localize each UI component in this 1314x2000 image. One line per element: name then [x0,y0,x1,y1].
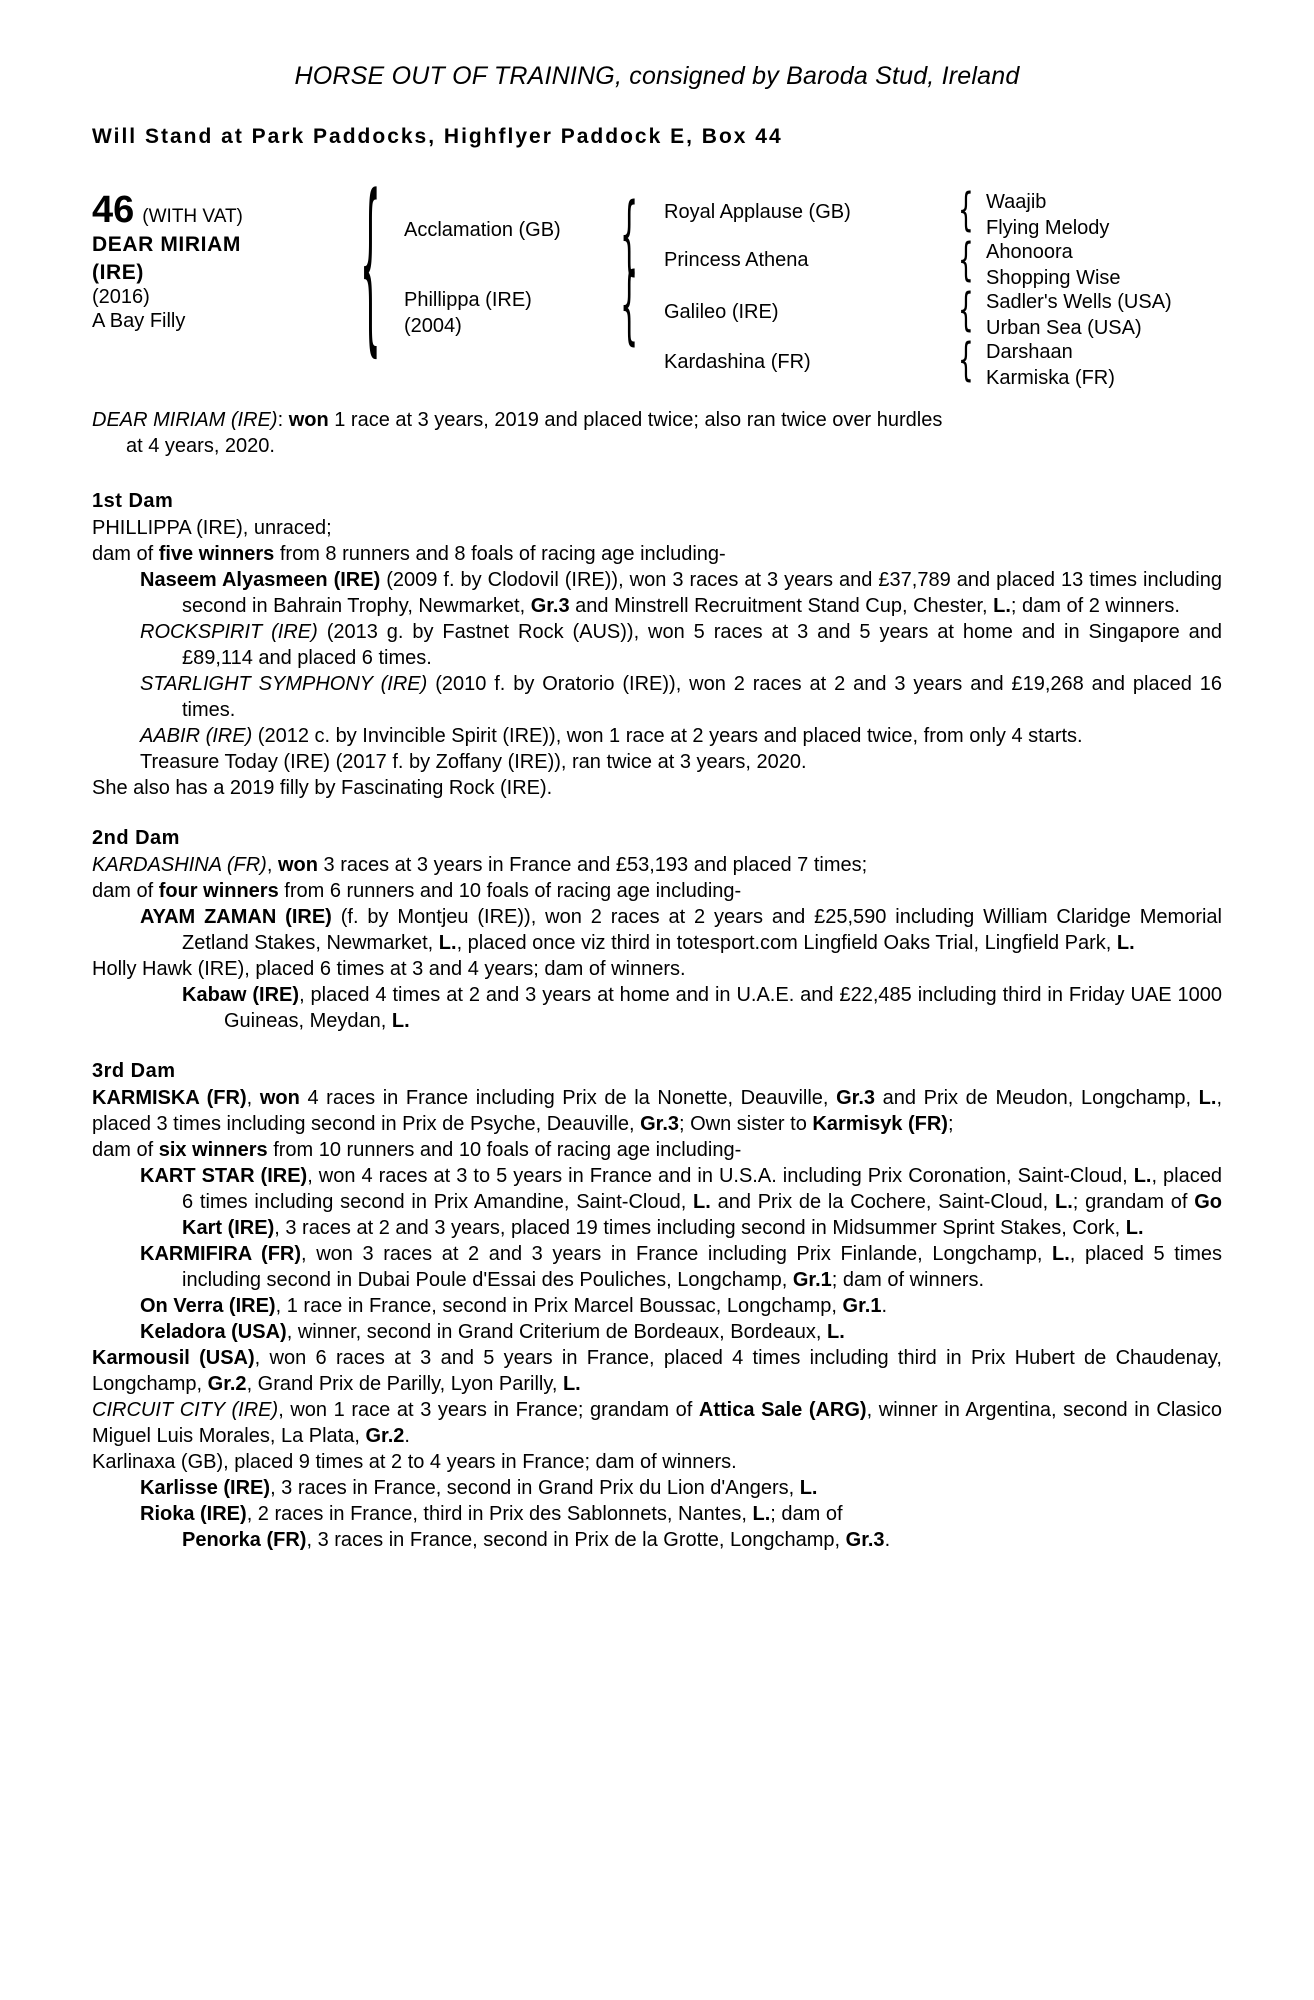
brace-generation-2: { [360,163,381,379]
pedigree-entry: dam of five winners from 8 runners and 8 foals of racing age including- [92,542,726,565]
lot-details [92,191,302,333]
summary-line-2: at 4 years, 2020. [126,435,275,458]
stand-location-line: Will Stand at Park Paddocks, Highflyer Paddock E, Box 44 [92,125,783,148]
generation-3 [652,183,917,373]
gen4-name-8: Karmiska (FR) [986,367,1115,389]
summary-horse-name: DEAR MIRIAM (IRE) [92,409,278,431]
brace-dam-parents: { [620,257,639,357]
pedigree-entry: PHILLIPPA (IRE), unraced; [92,516,332,539]
section-spacer [92,1034,1222,1060]
pedigree-entry: Karlisse (IRE), 3 races in France, second in Grand Prix du Lion d'Angers, L. [140,1476,818,1499]
pedigree-entry: She also has a 2019 filly by Fascinating Rock (IRE). [92,776,553,799]
pedigree-entry: KARDASHINA (FR), won 3 races at 3 years in France and £53,193 and placed 7 times; [92,853,868,876]
brace-sire-parents: { [620,187,639,287]
horse-country: (IRE) [92,261,144,285]
pedigree-diagram [92,163,1222,389]
pedigree-entry: Holly Hawk (IRE), placed 6 times at 3 and 4 years; dam of winners. [92,957,686,980]
page-header-title: HORSE OUT OF TRAINING, consigned by Baroda Stud, Ireland [294,62,1020,90]
pedigree-entry: AABIR (IRE) (2012 c. by Invincible Spirit (IRE)), won 1 race at 2 years and placed twice, from only 4 starts. [140,724,1083,747]
summary-colon: : [277,409,289,431]
gen4-name-7: Darshaan [986,341,1073,363]
dam-name: Phillippa (IRE) [404,289,532,311]
dam-section [92,1060,1222,1553]
gen3-name-3: Galileo (IRE) [664,301,779,323]
dam-section [92,490,1222,801]
brace-gen4-pair-3: { [958,284,974,338]
generation-2 [392,183,632,373]
dam-section-title: 1st Dam [92,489,174,512]
pedigree-entry: KART STAR (IRE), won 4 races at 3 to 5 years in France and in U.S.A. including Prix Coronation, Saint-Cloud, L., placed 6 times including second in Prix Amandine, Saint-Cloud, L. and Prix de la Cochere, Saint-Cloud, L.; grandam of Go Kart (IRE), 3 races at 2 and 3 years, placed 19 times including second in Midsummer Sprint Stakes, Cork, L. [140,1164,1223,1239]
lot-vat-note: (WITH VAT) [142,206,243,227]
brace-gen4-pair-1: { [958,184,974,238]
gen3-name-2: Princess Athena [664,249,809,271]
pedigree-entry: dam of four winners from 6 runners and 10 foals of racing age including- [92,879,742,902]
pedigree-entry: Naseem Alyasmeen (IRE) (2009 f. by Clodovil (IRE)), won 3 races at 3 years and £37,789 and placed 13 times including second in Bahrain Trophy, Newmarket, Gr.3 and Minstrell Recruitment Stand Cup, Chester, L.; dam of 2 winners. [140,568,1222,617]
sire-name: Acclamation (GB) [404,219,561,241]
pedigree-sections [92,490,1222,1553]
gen3-name-4: Kardashina (FR) [664,351,811,373]
gen4-name-6: Urban Sea (USA) [986,317,1142,339]
horse-summary [92,407,1222,460]
pedigree-entry: CIRCUIT CITY (IRE), won 1 race at 3 years in France; grandam of Attica Sale (ARG), winner in Argentina, second in Clasico Miguel Luis Morales, La Plata, Gr.2. [92,1398,1223,1447]
gen4-name-1: Waajib [986,191,1047,213]
horse-name: DEAR MIRIAM [92,233,241,256]
pedigree-entry: Penorka (FR), 3 races in France, second in Prix de la Grotte, Longchamp, Gr.3. [182,1528,891,1551]
dam-section-title: 2nd Dam [92,826,180,849]
horse-year: (2016) [92,286,150,309]
summary-won: won [288,409,329,431]
pedigree-entry: Karlinaxa (GB), placed 9 times at 2 to 4 years in France; dam of winners. [92,1450,737,1473]
lot-number: 46 [92,189,135,231]
gen4-name-2: Flying Melody [986,217,1110,239]
pedigree-entry: ROCKSPIRIT (IRE) (2013 g. by Fastnet Rock (AUS)), won 5 races at 3 and 5 years at home and in Singapore and £89,114 and placed 6 times. [140,620,1222,669]
pedigree-entry: Kabaw (IRE), placed 4 times at 2 and 3 years at home and in U.A.E. and £22,485 including third in Friday UAE 1000 Guineas, Meydan, L. [182,983,1222,1032]
dam-section-title: 3rd Dam [92,1059,176,1082]
pedigree-entry: dam of six winners from 10 runners and 10 foals of racing age including- [92,1138,742,1161]
brace-gen4-pair-4: { [958,334,974,388]
section-spacer [92,801,1222,827]
pedigree-entry: Rioka (IRE), 2 races in France, third in Prix des Sablonnets, Nantes, L.; dam of [140,1502,843,1525]
gen3-name-1: Royal Applause (GB) [664,201,851,223]
pedigree-entry: On Verra (IRE), 1 race in France, second in Prix Marcel Boussac, Longchamp, Gr.1. [140,1294,888,1317]
horse-description: A Bay Filly [92,310,186,333]
dam-year: (2004) [404,315,462,337]
pedigree-entry: STARLIGHT SYMPHONY (IRE) (2010 f. by Oratorio (IRE)), won 2 races at 2 and 3 years and £19,268 and placed 16 times. [140,672,1222,721]
pedigree-entry: Karmousil (USA), won 6 races at 3 and 5 years in France, placed 4 times including third in Prix Hubert de Chaudenay, Longchamp, Gr.2, Grand Prix de Parilly, Lyon Parilly, L. [92,1346,1222,1395]
gen4-name-3: Ahonoora [986,241,1073,263]
pedigree-entry: Treasure Today (IRE) (2017 f. by Zoffany (IRE)), ran twice at 3 years, 2020. [140,750,807,773]
pedigree-entry: KARMIFIRA (FR), won 3 races at 2 and 3 years in France including Prix Finlande, Longchamp, L., placed 5 times including second in Dubai Poule d'Essai des Pouliches, Longchamp, Gr.1; dam of winners. [140,1242,1222,1291]
dam-section [92,827,1222,1034]
pedigree-entry: AYAM ZAMAN (IRE) (f. by Montjeu (IRE)), won 2 races at 2 years and £25,590 including William Claridge Memorial Zetland Stakes, Newmarket, L., placed once viz third in totesport.com Lingfield Oaks Trial, Lingfield Park, L. [140,905,1222,954]
gen4-name-4: Shopping Wise [986,267,1121,289]
generation-4 [972,183,1272,389]
brace-gen4-pair-2: { [958,234,974,288]
pedigree-entry: KARMISKA (FR), won 4 races in France including Prix de la Nonette, Deauville, Gr.3 and Prix de Meudon, Longchamp, L., placed 3 times including second in Prix de Psyche, Deauville, Gr.3; Own sister to Karmisyk (FR); [92,1086,1223,1135]
summary-rest: 1 race at 3 years, 2019 and placed twice; also ran twice over hurdles [328,409,943,431]
gen4-name-5: Sadler's Wells (USA) [986,291,1172,313]
pedigree-entry: Keladora (USA), winner, second in Grand Criterium de Bordeaux, Bordeaux, L. [140,1320,845,1343]
